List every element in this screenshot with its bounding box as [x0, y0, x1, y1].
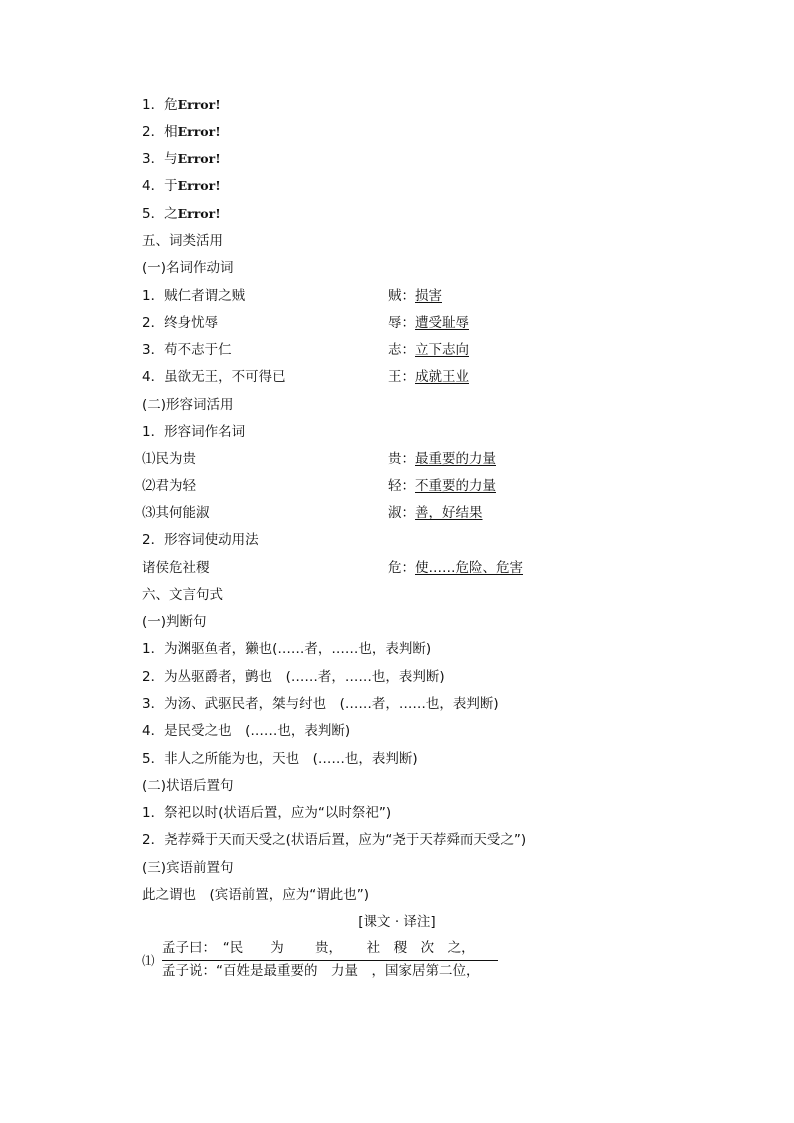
section-title: 六、文言句式 [142, 587, 223, 603]
subsection-title: 1．形容词作名词 [142, 424, 246, 440]
usage-gloss: 辱：遭受耻辱 [388, 315, 469, 331]
usage-gloss: 危：使……危险、危害 [388, 560, 523, 576]
list-item: 4．是民受之也 (……也，表判断) [142, 723, 351, 739]
original-text: 孟子曰： “民 为 贵， 社 稷 次 之， [162, 940, 475, 956]
usage-example: 诸侯危社稷 [142, 560, 210, 576]
usage-example: 1．贼仁者谓之贼 [142, 288, 246, 304]
list-item: 5．之Error! [142, 206, 221, 222]
subsection-title: (二)状语后置句 [142, 778, 234, 794]
subsection-title: 2．形容词使动用法 [142, 532, 259, 548]
translation-text: 孟子说：“百姓是最重要的 力量 ，国家居第二位， [162, 963, 480, 979]
list-item: 3．为汤、武驱民者，桀与纣也 (……者，……也，表判断) [142, 696, 499, 712]
list-item: 1．为渊驱鱼者，獭也(……者，……也，表判断) [142, 641, 432, 657]
section-heading: [课文 · 译注] [358, 914, 436, 930]
usage-example: ⑵君为轻 [142, 478, 196, 494]
list-item: 1．危Error! [142, 97, 221, 113]
passage-index: ⑴ [142, 953, 155, 968]
subsection-title: (三)宾语前置句 [142, 860, 234, 876]
subsection-title: (一)判断句 [142, 614, 207, 630]
usage-example: 3．苟不志于仁 [142, 342, 232, 358]
usage-example: 2．终身忧辱 [142, 315, 219, 331]
usage-gloss: 志：立下志向 [388, 342, 469, 358]
subsection-title: (二)形容词活用 [142, 397, 234, 413]
list-item: 5．非人之所能为也，天也 (……也，表判断) [142, 751, 418, 767]
usage-gloss: 贼：损害 [388, 288, 442, 304]
annotated-passage [142, 940, 502, 980]
subsection-title: (一)名词作动词 [142, 260, 234, 276]
usage-gloss: 轻：不重要的力量 [388, 478, 496, 494]
usage-gloss: 贵：最重要的力量 [388, 451, 496, 467]
list-item: 3．与Error! [142, 151, 221, 167]
list-item: 1．祭祀以时(状语后置，应为“以时祭祀”) [142, 805, 392, 821]
list-item: 2．为丛驱爵者，鹯也 (……者，……也，表判断) [142, 669, 445, 685]
list-item: 2．相Error! [142, 124, 221, 140]
usage-example: 4．虽欲无王，不可得已 [142, 369, 286, 385]
usage-example: ⑴民为贵 [142, 451, 196, 467]
list-item: 2．尧荐舜于天而天受之(状语后置，应为“尧于天荐舜而天受之”) [142, 832, 527, 848]
list-item: 4．于Error! [142, 178, 221, 194]
list-item: 此之谓也 (宾语前置，应为“谓此也”) [142, 887, 370, 903]
usage-gloss: 淑：善，好结果 [388, 505, 483, 521]
divider [162, 960, 498, 961]
usage-gloss: 王：成就王业 [388, 369, 469, 385]
section-title: 五、词类活用 [142, 233, 223, 249]
usage-example: ⑶其何能淑 [142, 505, 210, 521]
